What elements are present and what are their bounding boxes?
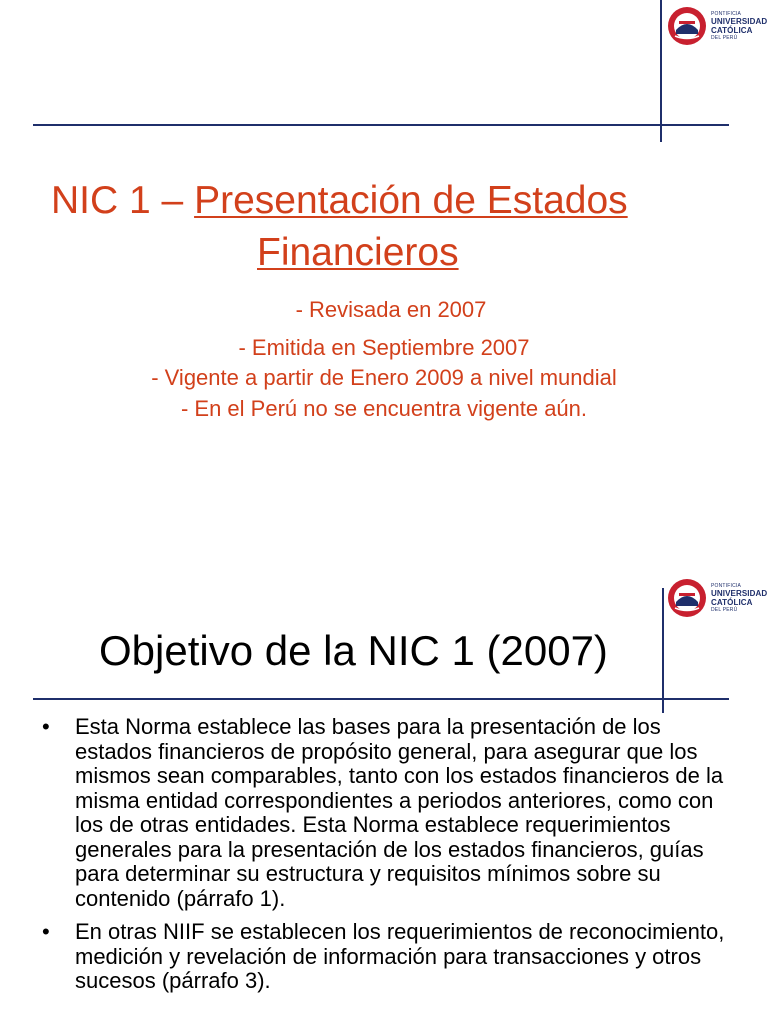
bullet-item	[42, 920, 732, 994]
logo-line-1: PONTIFICIA	[711, 582, 742, 589]
subtitle-emitida: - Emitida en Septiembre 2007	[238, 335, 530, 360]
slide1-title-line2	[257, 232, 459, 275]
horizontal-rule	[33, 124, 729, 126]
bullet-text: Esta Norma establece las bases para la presentación de los estados financieros de propósito general, para asegurar que los mismos sean comparables, tanto con los estados financieros de la misma entidad correspondientes a periodos anteriores, como con los de otras entidades. Esta Norma establece requerimientos generales para la presentación de los estados financieros, guías para determinar su estructura y requisitos mínimos sobre su contenido (párrafo 1).	[75, 714, 724, 911]
logo-line-4: DEL PERÚ	[711, 606, 738, 613]
logo-line-3: CATÓLICA	[711, 597, 753, 607]
logo-line-1: PONTIFICIA	[711, 10, 742, 17]
university-logo	[667, 4, 767, 48]
logo-text	[711, 584, 767, 613]
logo-text	[711, 12, 767, 41]
university-logo	[667, 576, 767, 620]
title-underlined-1: Presentación de Estados	[194, 179, 628, 222]
subtitle-vigente: - Vigente a partir de Enero 2009 a nivel mundial	[151, 365, 617, 390]
bullet-list	[42, 715, 732, 1003]
bullet-symbol: •	[42, 714, 50, 739]
title-prefix: NIC 1 –	[51, 179, 195, 222]
university-seal-icon	[667, 576, 707, 620]
university-seal-icon	[667, 4, 707, 48]
bullet-item	[42, 715, 732, 911]
bullet-symbol: •	[42, 919, 50, 944]
slide1-title-line1	[51, 180, 628, 223]
logo-line-2: UNIVERSIDAD	[711, 16, 768, 26]
vertical-rule	[660, 0, 662, 142]
logo-line-2: UNIVERSIDAD	[711, 588, 768, 598]
title-underlined-2: Financieros	[257, 231, 459, 274]
slide-2	[0, 560, 768, 1024]
bullet-text: En otras NIIF se establecen los requerimientos de reconocimiento, medición y revelación de información para transacciones y otros sucesos (párrafo 3).	[75, 919, 725, 993]
logo-line-3: CATÓLICA	[711, 25, 753, 35]
subtitle-peru: - En el Perú no se encuentra vigente aún.	[180, 396, 588, 421]
logo-line-4: DEL PERÚ	[711, 34, 738, 41]
subtitle-revisada: - Revisada en 2007	[295, 297, 487, 322]
vertical-rule	[662, 588, 664, 713]
horizontal-rule	[33, 698, 729, 700]
slide2-title: Objetivo de la NIC 1 (2007)	[99, 627, 608, 674]
